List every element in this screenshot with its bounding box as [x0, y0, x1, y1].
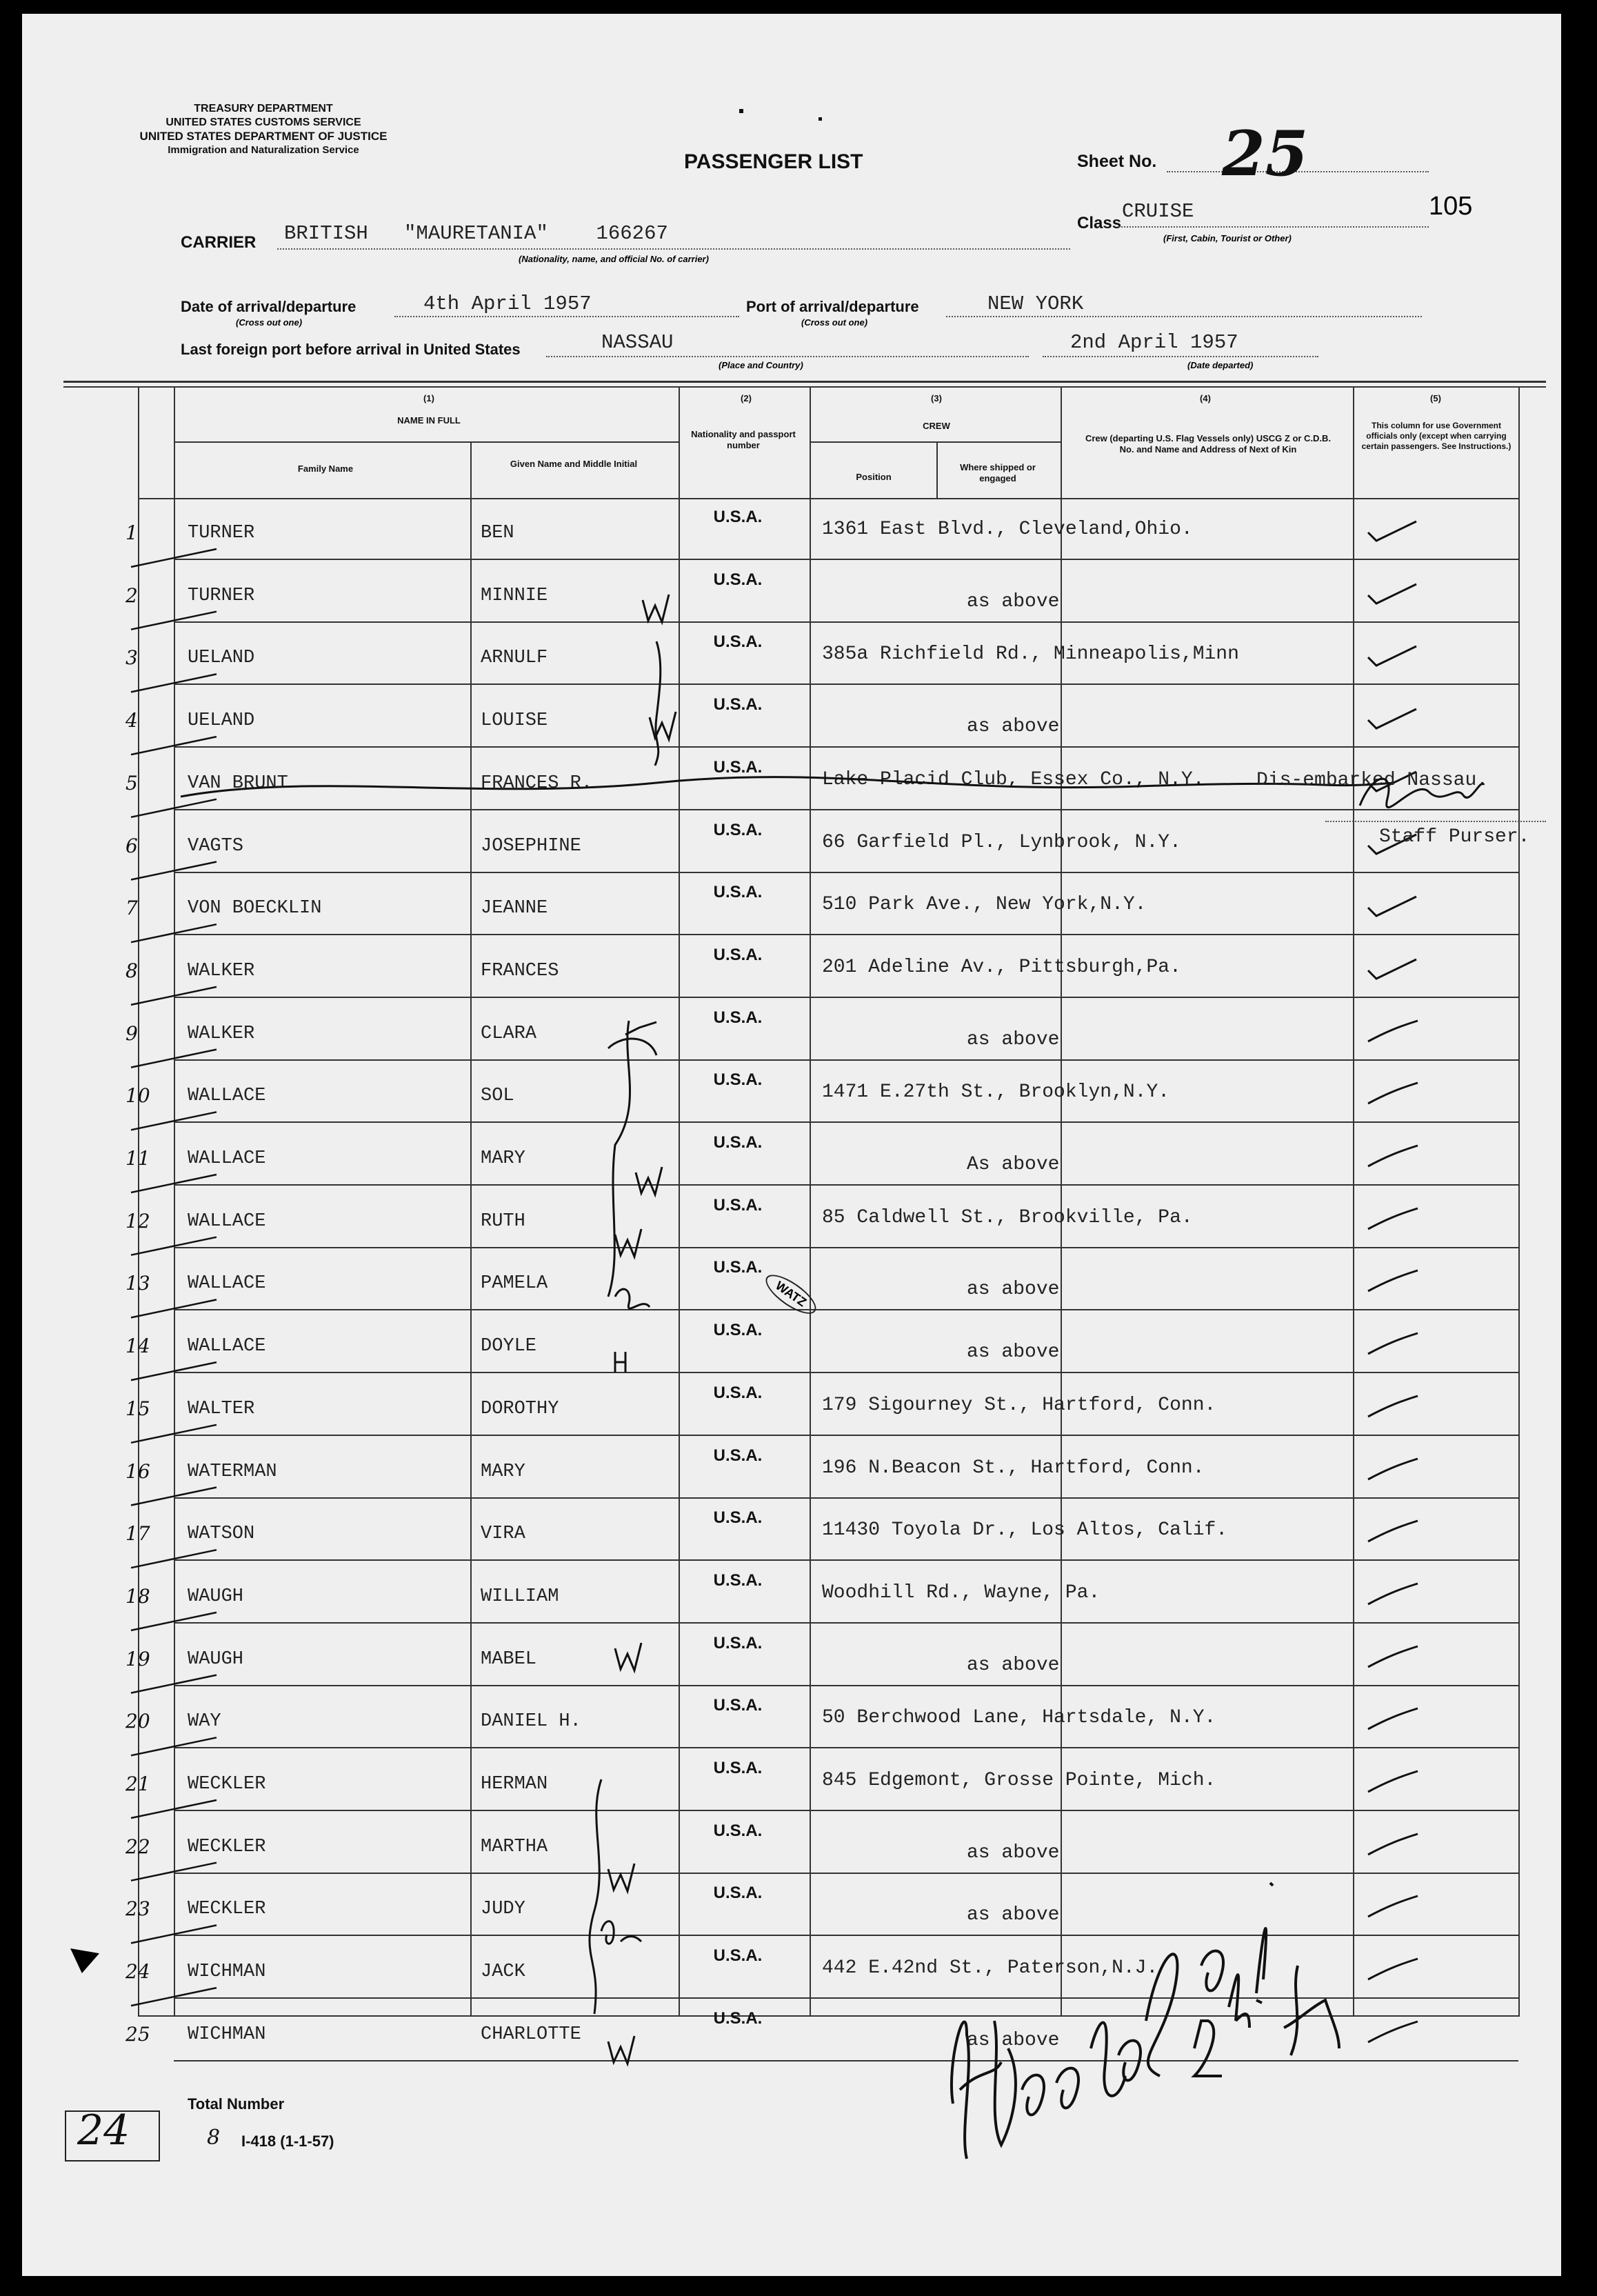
table-row	[22, 1061, 1561, 1123]
next-of-kin-address: as above	[967, 716, 1060, 738]
next-of-kin-address: 201 Adeline Av., Pittsburgh,Pa.	[822, 956, 1181, 978]
row-divider	[174, 934, 1518, 935]
row-divider	[174, 1622, 1518, 1624]
tally-mark	[131, 1050, 217, 1068]
purser-sign-line	[1325, 821, 1546, 822]
given-name: FRANCES	[481, 960, 559, 981]
check-icon	[1365, 892, 1420, 920]
nationality: U.S.A.	[713, 820, 763, 839]
inspector-stamp: WATZ	[760, 1268, 821, 1320]
next-of-kin-address: 50 Berchwood Lane, Hartsdale, N.Y.	[822, 1707, 1216, 1729]
row-divider	[174, 809, 1518, 810]
name-subheader-rule	[174, 441, 679, 443]
row-divider	[174, 1497, 1518, 1499]
row-number: 3	[125, 646, 138, 670]
col-1-title: NAME IN FULL	[397, 415, 461, 426]
given-name: ARNULF	[481, 648, 548, 669]
tally-mark	[131, 1362, 217, 1380]
given-name: DANIEL H.	[481, 1711, 581, 1733]
punch-mark	[818, 117, 822, 121]
nationality: U.S.A.	[713, 1821, 763, 1840]
nationality: U.S.A.	[713, 1258, 763, 1277]
table-row	[22, 1686, 1561, 1748]
family-name: WALLACE	[188, 1210, 266, 1232]
check-icon	[1365, 1518, 1420, 1546]
row-number: 9	[125, 1021, 138, 1045]
given-name: JOSEPHINE	[481, 835, 581, 857]
given-name: MARY	[481, 1148, 525, 1169]
check-icon	[1365, 1393, 1420, 1421]
tally-mark	[131, 1237, 217, 1255]
row-number: 18	[125, 1584, 150, 1608]
row-number: 12	[125, 1209, 150, 1232]
table-row	[22, 1124, 1561, 1186]
next-of-kin-address: as above	[967, 1279, 1060, 1301]
row-divider	[174, 559, 1518, 560]
family-name: TURNER	[188, 585, 255, 606]
row-number: 19	[125, 1647, 150, 1670]
given-name: MARTHA	[481, 1836, 548, 1857]
given-name: VIRA	[481, 1524, 525, 1545]
given-name: MARY	[481, 1461, 525, 1482]
given-name: MABEL	[481, 1648, 537, 1670]
table-row	[22, 1561, 1561, 1624]
row-number: 17	[125, 1522, 150, 1546]
carrier-note: (Nationality, name, and official No. of carrier)	[519, 254, 709, 264]
row-number: 7	[125, 897, 138, 920]
class-value: CRUISE	[1122, 200, 1194, 223]
check-icon	[1365, 705, 1420, 732]
table-row	[22, 561, 1561, 623]
next-of-kin-address: 11430 Toyola Dr., Los Altos, Calif.	[822, 1519, 1228, 1541]
family-name: WAUGH	[188, 1648, 244, 1670]
page-number: 105	[1429, 192, 1473, 221]
table-top-rule-2	[63, 386, 1546, 388]
given-name: DOYLE	[481, 1336, 537, 1357]
next-of-kin-address: as above	[967, 1341, 1060, 1364]
nationality: U.S.A.	[713, 945, 763, 964]
table-row	[22, 1186, 1561, 1248]
col-given-header: Given Name and Middle Initial	[510, 459, 638, 469]
passenger-list-sheet	[22, 14, 1561, 2276]
row-number: 20	[125, 1710, 150, 1733]
tally-mark	[131, 1925, 217, 1943]
given-name: RUTH	[481, 1210, 525, 1232]
carrier-line	[277, 248, 1070, 250]
tally-mark	[131, 612, 217, 630]
arrival-note: (Cross out one)	[236, 317, 303, 328]
family-name: UELAND	[188, 710, 255, 732]
nationality: U.S.A.	[713, 1946, 763, 1966]
carrier-label: CARRIER	[181, 233, 257, 252]
class-line	[1118, 226, 1429, 228]
sheet-number: 25	[1222, 117, 1309, 190]
row-number: 24	[125, 1960, 150, 1984]
total-value: 24	[77, 2106, 130, 2155]
nationality: U.S.A.	[713, 1321, 763, 1340]
total-label: Total Number	[188, 2095, 285, 2113]
next-of-kin-address: as above	[967, 2029, 1060, 2051]
next-of-kin-address: 1361 East Blvd., Cleveland,Ohio.	[822, 519, 1193, 540]
col-2-number: (2)	[741, 393, 752, 403]
nationality: U.S.A.	[713, 1759, 763, 1777]
next-of-kin-address: Lake Placid Club, Essex Co., N.Y.	[822, 768, 1205, 790]
row-divider	[174, 1184, 1518, 1186]
row-number: 16	[125, 1459, 150, 1483]
table-row	[22, 1624, 1561, 1686]
col-3-title: CREW	[923, 421, 950, 431]
carrier-value: BRITISH "MAURETANIA" 166267	[284, 222, 668, 245]
tally-mark	[131, 924, 217, 942]
arrival-label: Date of arrival/departure	[181, 298, 356, 315]
nationality: U.S.A.	[713, 1570, 763, 1590]
next-of-kin-address: as above	[967, 1654, 1060, 1676]
row-number: 1	[125, 521, 138, 544]
nationality: U.S.A.	[713, 695, 763, 715]
given-name: PAMELA	[481, 1273, 548, 1295]
row-number: 10	[125, 1084, 150, 1108]
table-top-rule	[63, 381, 1546, 383]
port-value: NEW YORK	[987, 292, 1084, 315]
given-name: BEN	[481, 523, 514, 543]
family-name: VON BOECKLIN	[188, 898, 322, 919]
table-row	[22, 686, 1561, 748]
family-name: WATSON	[188, 1524, 255, 1545]
nationality: U.S.A.	[713, 2008, 763, 2028]
family-name: WECKLER	[188, 1774, 266, 1795]
row-number: 6	[125, 834, 138, 857]
given-name: LOUISE	[481, 710, 548, 732]
given-name: HERMAN	[481, 1774, 548, 1795]
check-icon	[1365, 2019, 1420, 2046]
check-icon	[1365, 955, 1420, 983]
col-4-title: Crew (departing U.S. Flag Vessels only) USCG Z or C.D.B. No. and Name and Address of Next of Kin	[1085, 433, 1332, 455]
given-name: MINNIE	[481, 585, 548, 606]
disembarked-note: Dis-embarked Nassau.	[1256, 770, 1489, 791]
family-name: WATERMAN	[188, 1461, 277, 1482]
next-of-kin-address: Woodhill Rd., Wayne, Pa.	[822, 1581, 1101, 1604]
agency-line: Immigration and Naturalization Service	[168, 144, 359, 156]
next-of-kin-address: 179 Sigourney St., Hartford, Conn.	[822, 1394, 1216, 1416]
nationality: U.S.A.	[713, 1383, 763, 1402]
lastport-label: Last foreign port before arrival in United States	[181, 341, 521, 358]
given-name: FRANCES R.	[481, 772, 593, 794]
family-name: WALKER	[188, 960, 255, 981]
given-name: DOROTHY	[481, 1398, 559, 1419]
next-of-kin-address: 845 Edgemont, Grosse Pointe, Mich.	[822, 1770, 1216, 1791]
check-icon	[1365, 642, 1420, 670]
port-note: (Cross out one)	[801, 317, 868, 328]
row-divider	[174, 997, 1518, 998]
nationality: U.S.A.	[713, 1633, 763, 1653]
table-row	[22, 811, 1561, 873]
tally-mark	[131, 799, 217, 817]
family-name: WALKER	[188, 1023, 255, 1044]
row-divider	[174, 683, 1518, 685]
tally-mark	[131, 1488, 217, 1506]
port-line	[946, 316, 1422, 317]
purser-signature	[1353, 764, 1491, 819]
next-of-kin-address: 66 Garfield Pl., Lynbrook, N.Y.	[822, 831, 1181, 853]
family-name: WALTER	[188, 1398, 255, 1419]
col-5-number: (5)	[1430, 393, 1441, 403]
nationality: U.S.A.	[713, 570, 763, 589]
nationality: U.S.A.	[713, 1195, 763, 1215]
family-name: WECKLER	[188, 1899, 266, 1920]
next-of-kin-address: 85 Caldwell St., Brookville, Pa.	[822, 1206, 1193, 1228]
col-4-number: (4)	[1200, 393, 1211, 403]
family-name: WECKLER	[188, 1836, 266, 1857]
agency-block	[84, 102, 443, 157]
next-of-kin-address: As above	[967, 1154, 1060, 1175]
family-name: WALLACE	[188, 1086, 266, 1107]
table-row	[22, 1374, 1561, 1436]
table-row	[22, 1749, 1561, 1811]
check-icon	[1365, 1143, 1420, 1170]
lastport-line	[546, 356, 1029, 357]
nationality: U.S.A.	[713, 757, 763, 777]
row-divider	[174, 1435, 1518, 1436]
form-number: I-418 (1-1-57)	[241, 2133, 334, 2150]
check-icon	[1365, 1330, 1420, 1358]
lastport-note: (Place and Country)	[719, 360, 803, 370]
check-icon	[1365, 580, 1420, 608]
family-name: TURNER	[188, 523, 255, 543]
check-icon	[1365, 1831, 1420, 1859]
agency-line: UNITED STATES DEPARTMENT OF JUSTICE	[139, 130, 388, 143]
check-icon	[1365, 1206, 1420, 1233]
col-family-header: Family Name	[297, 463, 354, 474]
nationality: U.S.A.	[713, 632, 763, 652]
next-of-kin-address: 510 Park Ave., New York,N.Y.	[822, 894, 1147, 916]
col-1-number: (1)	[423, 393, 434, 403]
nationality: U.S.A.	[713, 508, 763, 526]
check-icon	[1365, 1080, 1420, 1108]
row-divider	[174, 1059, 1518, 1061]
nationality: U.S.A.	[713, 1070, 763, 1090]
check-icon	[1365, 1644, 1420, 1671]
port-label: Port of arrival/departure	[746, 298, 919, 315]
tally-mark	[131, 1425, 217, 1443]
tally-mark	[131, 1175, 217, 1192]
row-divider	[174, 1747, 1518, 1748]
col-position-header: Position	[856, 472, 892, 482]
tally-mark	[131, 1299, 217, 1317]
row-divider	[174, 1121, 1518, 1123]
check-icon	[1365, 1706, 1420, 1733]
row-divider	[174, 1810, 1518, 1811]
nationality: U.S.A.	[713, 1008, 763, 1027]
row-number: 5	[125, 771, 138, 795]
row-number: 23	[125, 1897, 150, 1921]
page-title: PASSENGER LIST	[684, 150, 863, 173]
row-divider	[174, 1247, 1518, 1248]
tally-mark	[131, 1988, 217, 2006]
tally-mark	[131, 1737, 217, 1755]
departed-value: 2nd April 1957	[1070, 331, 1238, 354]
next-of-kin-address: as above	[967, 1904, 1060, 1926]
table-row	[22, 936, 1561, 998]
tally-mark	[131, 549, 217, 567]
staff-purser-label: Staff Purser.	[1379, 826, 1530, 848]
check-icon	[1365, 517, 1420, 545]
row-divider	[174, 621, 1518, 623]
nationality: U.S.A.	[713, 883, 763, 902]
check-icon	[1365, 1456, 1420, 1484]
check-icon	[1365, 1018, 1420, 1046]
given-name: SOL	[481, 1086, 514, 1107]
tally-mark	[131, 1112, 217, 1130]
family-name: UELAND	[188, 648, 255, 669]
departed-line	[1043, 356, 1318, 357]
row-divider	[174, 1559, 1518, 1561]
family-name: WALLACE	[188, 1336, 266, 1357]
row-number: 22	[125, 1835, 150, 1858]
row-number: 14	[125, 1335, 150, 1358]
given-name: JEANNE	[481, 898, 548, 919]
given-name: JUDY	[481, 1899, 525, 1920]
class-note: (First, Cabin, Tourist or Other)	[1163, 233, 1292, 243]
next-of-kin-address: 1471 E.27th St., Brooklyn,N.Y.	[822, 1081, 1170, 1104]
handwritten-initials	[574, 579, 712, 2069]
form-mark: 8	[207, 2126, 221, 2150]
family-name: WAY	[188, 1711, 221, 1733]
next-of-kin-address: 196 N.Beacon St., Hartford, Conn.	[822, 1457, 1205, 1479]
table-row	[22, 873, 1561, 935]
tally-mark	[131, 1863, 217, 1881]
arrival-value: 4th April 1957	[423, 292, 592, 315]
next-of-kin-address: as above	[967, 1028, 1060, 1050]
given-name: JACK	[481, 1961, 525, 1983]
table-row	[22, 999, 1561, 1061]
agency-line: UNITED STATES CUSTOMS SERVICE	[165, 117, 361, 128]
given-name: WILLIAM	[481, 1586, 559, 1607]
row-number: 2	[125, 583, 138, 607]
row-number: 11	[125, 1147, 150, 1170]
nationality: U.S.A.	[713, 1508, 763, 1528]
family-name: VAN BRUNT	[188, 772, 288, 794]
row-number: 21	[125, 1773, 150, 1795]
nationality: U.S.A.	[713, 1446, 763, 1465]
class-label: Class	[1077, 214, 1122, 232]
given-name: CHARLOTTE	[481, 2024, 581, 2045]
col-5-title: This column for use Government officials only (except when carrying certain passengers. See Instructions.)	[1361, 421, 1511, 451]
row-divider	[174, 1372, 1518, 1373]
tally-mark	[131, 674, 217, 692]
row-tally-marks	[125, 524, 222, 2014]
col-rule-shipped	[936, 441, 938, 498]
family-name: VAGTS	[188, 835, 244, 857]
next-of-kin-address: as above	[967, 590, 1060, 612]
tally-mark	[131, 987, 217, 1005]
next-of-kin-address: 385a Richfield Rd., Minneapolis,Minn	[822, 643, 1239, 666]
next-of-kin-address: as above	[967, 1841, 1060, 1864]
family-name: WALLACE	[188, 1273, 266, 1295]
tally-mark	[131, 1800, 217, 1818]
table-row	[22, 1311, 1561, 1373]
check-icon	[1365, 1956, 1420, 1984]
col-3-number: (3)	[931, 393, 942, 403]
check-icon	[1365, 1768, 1420, 1796]
strike-through-row-5	[174, 759, 1401, 807]
family-name: WICHMAN	[188, 1961, 266, 1983]
tally-mark	[131, 1550, 217, 1568]
punch-mark	[739, 109, 743, 113]
departed-note: (Date departed)	[1187, 360, 1254, 370]
crew-subheader-rule	[810, 441, 1061, 443]
table-row	[22, 498, 1561, 560]
next-of-kin-address: 442 E.42nd St., Paterson,N.J.	[822, 1957, 1158, 1979]
row-divider	[174, 746, 1518, 748]
check-icon	[1365, 1581, 1420, 1608]
lastport-value: NASSAU	[601, 331, 674, 354]
row-divider	[174, 1685, 1518, 1686]
tally-mark	[131, 1675, 217, 1693]
row-number: 25	[125, 2022, 150, 2046]
row-number: 4	[125, 709, 138, 732]
sheet-label: Sheet No.	[1077, 152, 1157, 171]
check-icon	[1365, 1893, 1420, 1921]
tally-mark	[131, 737, 217, 755]
row-number: 13	[125, 1272, 150, 1295]
nationality: U.S.A.	[713, 1696, 763, 1715]
inspector-signature	[939, 1841, 1367, 2166]
family-name: WICHMAN	[188, 2024, 266, 2045]
col-2-title: Nationality and passport number	[691, 429, 796, 450]
tally-mark	[131, 1613, 217, 1630]
agency-line: TREASURY DEPARTMENT	[194, 103, 333, 114]
row-divider	[174, 872, 1518, 873]
family-name: WALLACE	[188, 1148, 266, 1169]
row-number: 8	[125, 959, 138, 982]
table-row	[22, 1499, 1561, 1561]
nationality: U.S.A.	[713, 1133, 763, 1152]
family-name: WAUGH	[188, 1586, 244, 1607]
nationality: U.S.A.	[713, 1884, 763, 1903]
tally-mark	[131, 862, 217, 880]
col-shipped-header: Where shipped or engaged	[960, 462, 1036, 483]
arrival-line	[394, 316, 739, 317]
row-number: 15	[125, 1397, 150, 1420]
table-row	[22, 1437, 1561, 1499]
check-icon	[1365, 1268, 1420, 1295]
row-divider	[174, 1309, 1518, 1310]
table-row	[22, 623, 1561, 685]
given-name: CLARA	[481, 1023, 537, 1044]
